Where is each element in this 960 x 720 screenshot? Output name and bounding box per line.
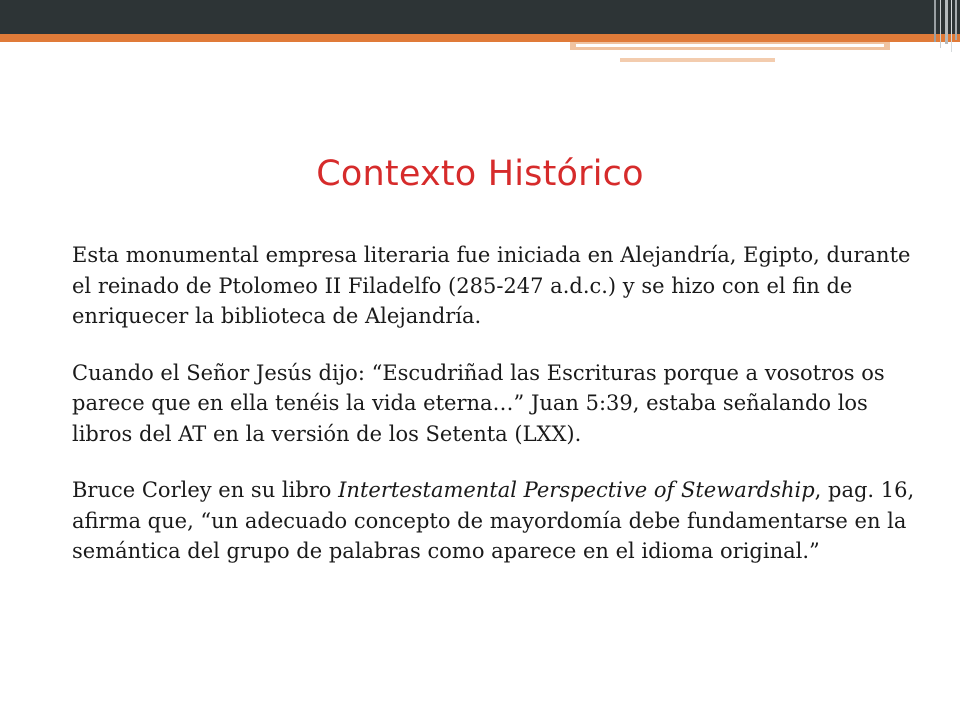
book-title: Intertestamental Perspective of Stewardship xyxy=(338,478,815,502)
slide-title: Contexto Histórico xyxy=(316,154,644,194)
header-band-accent xyxy=(570,42,890,50)
decorative-line xyxy=(951,0,952,52)
decorative-line xyxy=(940,0,941,48)
header-band-orange xyxy=(0,34,960,42)
decorative-line xyxy=(934,0,936,42)
paragraph-corley-quote: , pag. 16, afirma que, “un adecuado concepto de mayordomía debe fundamentarse en la semántica del grupo de palabras como aparece en el idioma original.” xyxy=(72,478,915,563)
header-band-dark xyxy=(0,0,960,34)
decorative-line xyxy=(955,0,957,40)
header-band-accent-notch xyxy=(576,44,884,47)
header-band-accent-small xyxy=(620,58,775,62)
paragraph-jesus-quote: Cuando el Señor Jesús dijo: “Escudriñad las Escrituras porque a vosotros os parece que en ella tenéis la vida eterna…” Juan 5:39, estaba señalando los libros del AT en la versión de los Setenta (LXX). xyxy=(72,360,885,446)
slide-body xyxy=(72,240,922,593)
paragraph-alejandria: Esta monumental empresa literaria fue iniciada en Alejandría, Egipto, durante el reinado de Ptolomeo II Filadelfo (285-247 a.d.c.) y se hizo con el fin de enriquecer la biblioteca de Alejandría. xyxy=(72,243,911,328)
paragraph-corley-intro: Bruce Corley en su libro xyxy=(72,478,339,502)
paragraph-corley xyxy=(72,475,922,567)
decorative-line xyxy=(945,0,948,44)
